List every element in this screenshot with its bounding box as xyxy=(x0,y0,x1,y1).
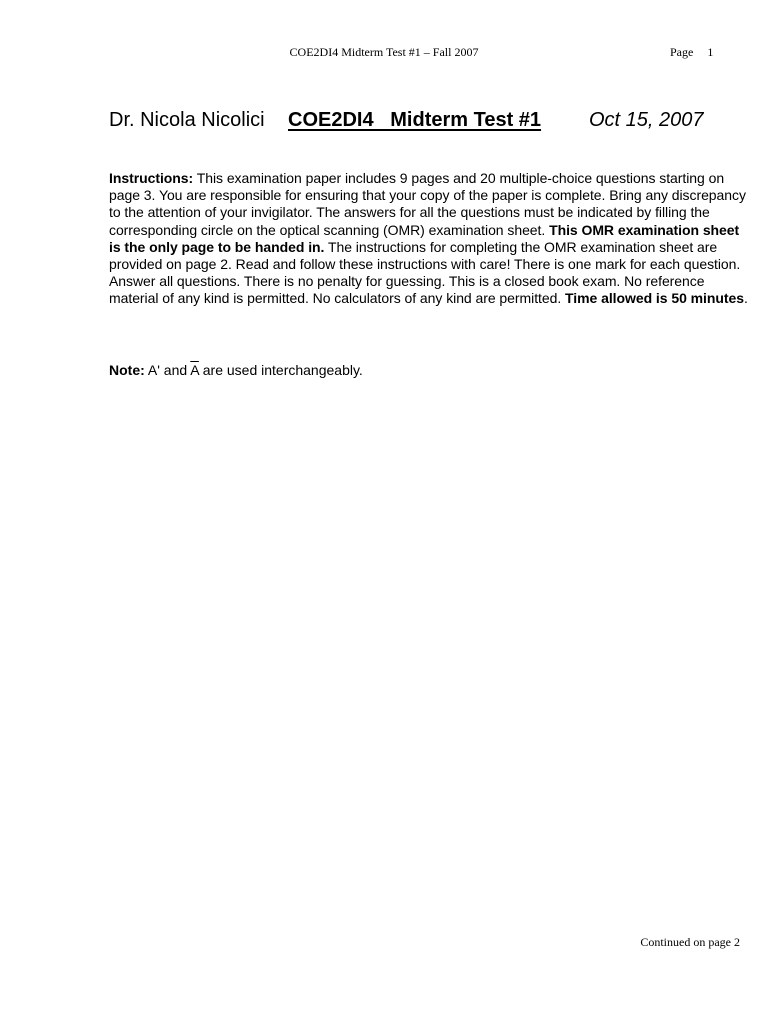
running-header: COE2DI4 Midterm Test #1 – Fall 2007 xyxy=(289,45,479,59)
author-name: Dr. Nicola Nicolici xyxy=(109,109,265,131)
instructions-paragraph xyxy=(109,170,749,308)
continued-footer: Continued on page 2 xyxy=(640,935,740,949)
course-title: COE2DI4 Midterm Test #1 xyxy=(288,109,542,131)
document-title-row xyxy=(109,106,729,134)
note-paragraph xyxy=(109,362,749,379)
instructions-text-2: The instructions for completing the OMR examination sheet are provided on page 2. Read and follow these instructions with care! There is one mark for each question. Answer all questions. There is no penalty for guessing. This is a closed book exam. No reference material of any kind is permitted. No calculators of any kind are permitted. xyxy=(109,238,741,307)
note-text-1: A' and xyxy=(144,362,191,378)
page-label: Page xyxy=(670,45,694,59)
page-number-header xyxy=(670,44,713,60)
note-text-2: are used interchangeably. xyxy=(198,362,363,378)
instructions-bold-1: This OMR examination sheet is the only page to be handed in. xyxy=(109,221,740,255)
instructions-text-3: . xyxy=(743,290,748,307)
page-number: 1 xyxy=(707,45,714,59)
instructions-bold-2: Time allowed is 50 minutes xyxy=(565,290,744,307)
note-label: Note: xyxy=(109,362,145,378)
instructions-text-1: This examination paper includes 9 pages and 20 multiple-choice questions starting on page 3. You are responsible for ensuring that your copy of the paper is complete. Bring any discrepancy to the attention of your invigilator. The answers for all the questions must be indicated by filling the corresponding circle on the optical scanning (OMR) examination sheet. xyxy=(109,170,746,238)
exam-date: Oct 15, 2007 xyxy=(589,109,704,131)
note-overline-a: $\overline{A}$ xyxy=(190,362,199,378)
instructions-label: Instructions: xyxy=(109,170,194,186)
